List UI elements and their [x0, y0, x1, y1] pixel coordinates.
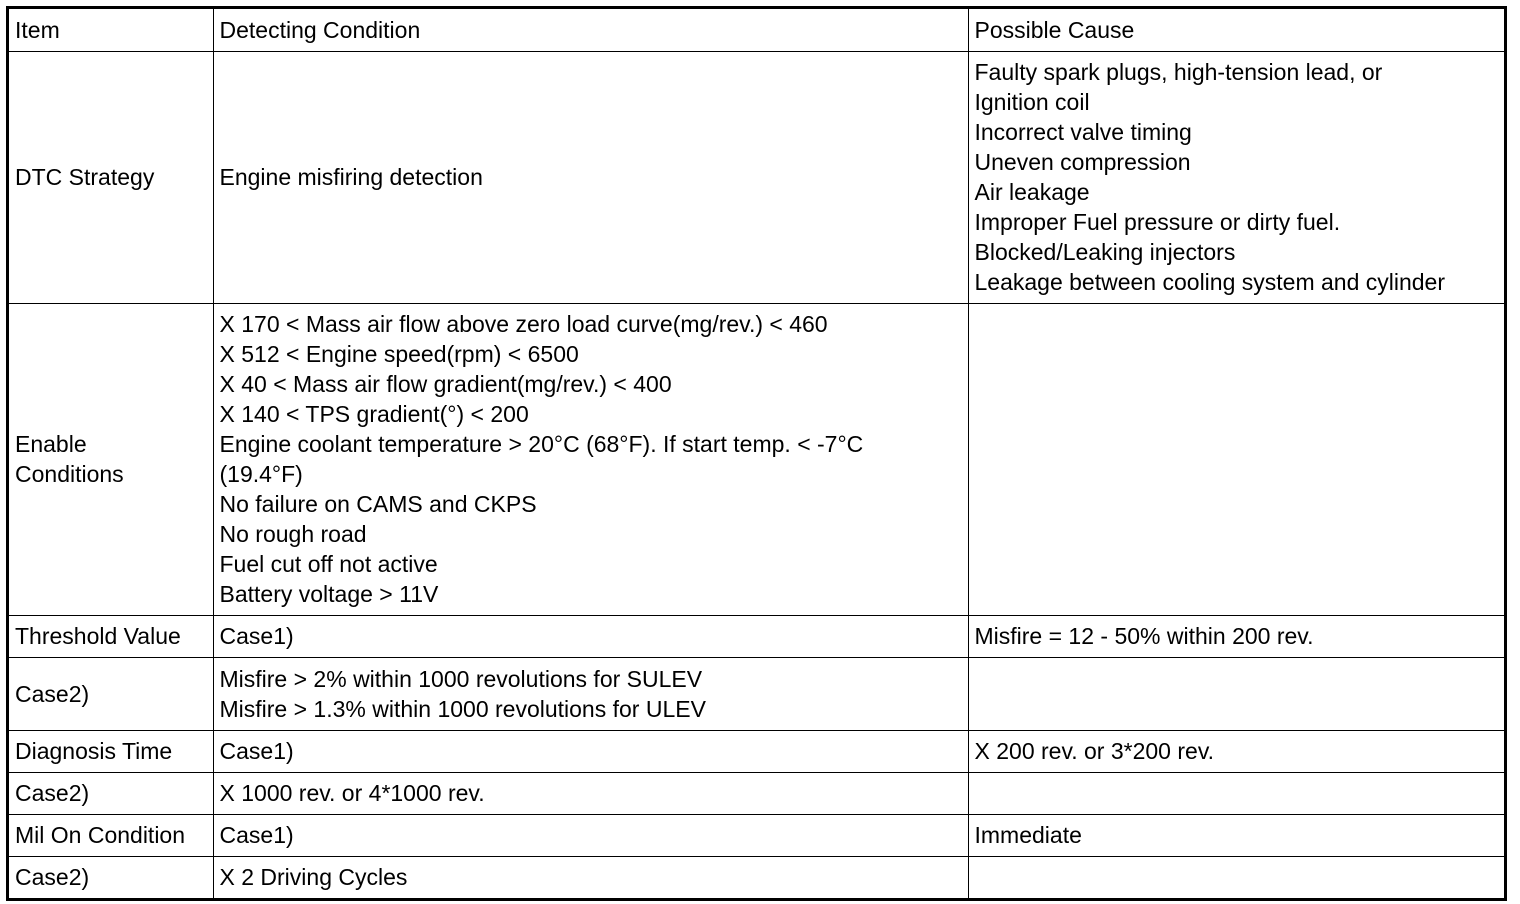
table-row	[9, 730, 1504, 772]
item-cell	[9, 657, 213, 730]
cell-text-line: Fuel cut off not active	[219, 551, 438, 577]
cell-text-line: Misfire = 12 - 50% within 200 rev.	[974, 623, 1314, 649]
condition-cell	[213, 814, 968, 856]
cell-text-line: No rough road	[219, 521, 367, 547]
item-cell	[9, 856, 213, 898]
cell-text-line: Ignition coil	[974, 89, 1090, 115]
condition-cell	[213, 730, 968, 772]
table-row	[9, 856, 1504, 898]
cell-text-line: Threshold Value	[15, 623, 181, 649]
cell-text-line: Improper Fuel pressure or dirty fuel.	[974, 209, 1341, 235]
condition-cell	[213, 772, 968, 814]
item-cell	[9, 303, 213, 615]
table-body	[9, 9, 1504, 898]
cell-text-line: X 200 rev. or 3*200 rev.	[974, 738, 1215, 764]
condition-cell	[213, 615, 968, 657]
item-cell	[9, 51, 213, 303]
cell-text-line: Blocked/Leaking injectors	[974, 239, 1236, 265]
cell-text-line: X 2 Driving Cycles	[219, 864, 408, 891]
table-row	[9, 51, 1504, 303]
cause-cell	[968, 730, 1504, 772]
cell-text-line: Faulty spark plugs, high-tension lead, or	[974, 59, 1383, 85]
cell-text-line: Case1)	[219, 822, 294, 848]
cause-cell	[968, 615, 1504, 657]
cell-text-line: Case1)	[219, 623, 294, 649]
diagnostic-table-frame	[6, 6, 1507, 901]
cause-cell	[968, 814, 1504, 856]
cause-cell	[968, 657, 1504, 730]
header-row	[9, 9, 1504, 51]
cell-text-line: Battery voltage > 11V	[219, 581, 439, 607]
cell-text-line: Case2)	[15, 780, 90, 806]
cell-text-line: Diagnosis Time	[15, 738, 173, 764]
cell-text-line: Engine misfiring detection	[219, 164, 483, 190]
cell-text-line: DTC Strategy	[15, 164, 155, 190]
condition-cell	[213, 657, 968, 730]
table-row	[9, 814, 1504, 856]
cell-text-line: Uneven compression	[974, 149, 1191, 175]
item-cell	[9, 730, 213, 772]
item-cell	[9, 615, 213, 657]
table-row	[9, 657, 1504, 730]
cell-text-line: X 170 < Mass air flow above zero load curve(mg/rev.) < 460	[219, 311, 828, 337]
condition-cell	[213, 856, 968, 898]
cause-cell	[968, 772, 1504, 814]
diagnostic-table	[9, 9, 1504, 898]
cell-text-line: Conditions	[15, 461, 124, 487]
cell-text-line: Mil On Condition	[15, 822, 186, 848]
cell-text-line: (19.4°F)	[219, 461, 303, 487]
table-row	[9, 303, 1504, 615]
cell-text-line: Enable	[15, 431, 87, 457]
cell-text-line: Incorrect valve timing	[974, 119, 1192, 145]
cause-cell	[968, 51, 1504, 303]
cell-text-line: X 140 < TPS gradient(°) < 200	[219, 401, 529, 427]
cell-text-line: Leakage between cooling system and cylinder	[974, 269, 1446, 295]
cell-text-line: X 40 < Mass air flow gradient(mg/rev.) < 400	[219, 371, 672, 397]
item-cell	[9, 772, 213, 814]
table-row	[9, 615, 1504, 657]
cell-text-line: Engine coolant temperature > 20°C (68°F). If start temp. < -7°C	[219, 431, 864, 457]
cell-text-line: Misfire > 1.3% within 1000 revolutions for ULEV	[219, 695, 706, 722]
cell-text-line: Case2)	[15, 680, 90, 707]
table-row	[9, 772, 1504, 814]
cell-text-line: X 512 < Engine speed(rpm) < 6500	[219, 341, 579, 367]
header-item: Item	[9, 9, 213, 51]
cell-text-line: Misfire > 2% within 1000 revolutions for SULEV	[219, 665, 703, 692]
cell-text-line: Case2)	[15, 864, 90, 891]
condition-cell	[213, 303, 968, 615]
cell-text-line: Immediate	[974, 822, 1082, 848]
cell-text-line: Case1)	[219, 738, 294, 764]
cause-cell	[968, 856, 1504, 898]
cause-cell	[968, 303, 1504, 615]
header-possible-cause: Possible Cause	[968, 9, 1504, 51]
item-cell	[9, 814, 213, 856]
cell-text-line: X 1000 rev. or 4*1000 rev.	[219, 780, 485, 806]
header-detecting-condition: Detecting Condition	[213, 9, 968, 51]
cell-text-line: No failure on CAMS and CKPS	[219, 491, 537, 517]
cell-text-line: Air leakage	[974, 179, 1090, 205]
condition-cell	[213, 51, 968, 303]
